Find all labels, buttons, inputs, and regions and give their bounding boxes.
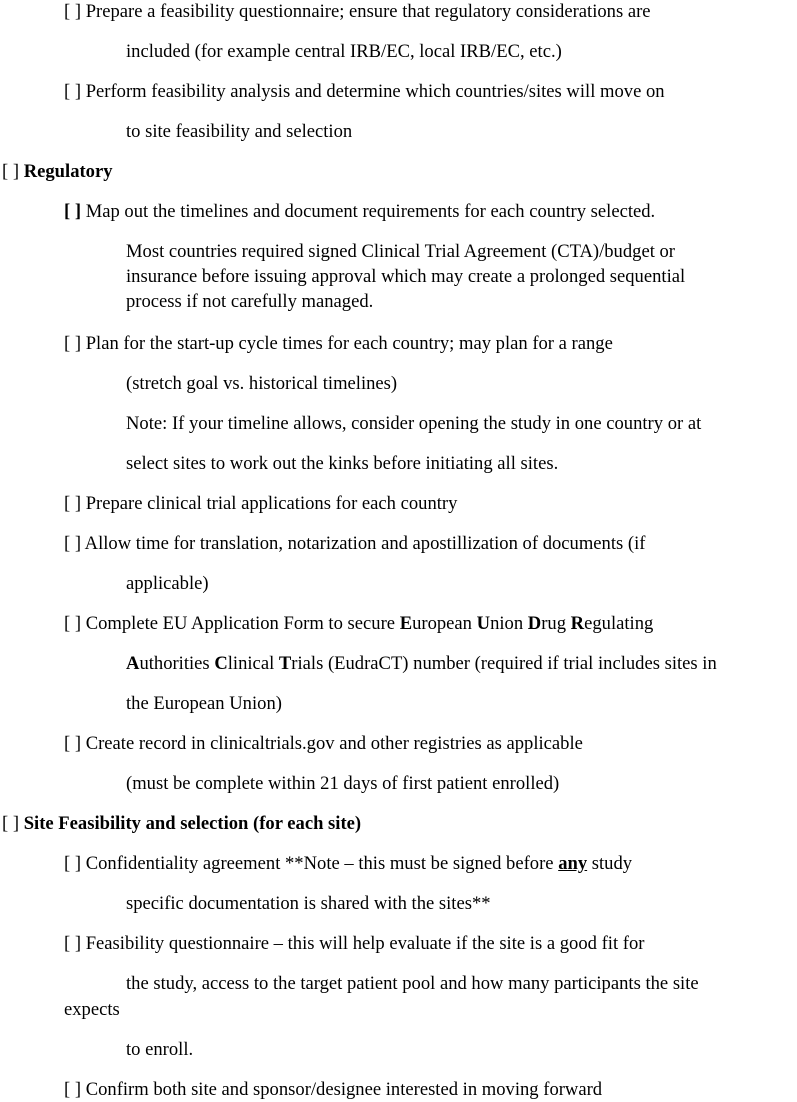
item-continuation: to site feasibility and selection [126,121,353,142]
item-text: Allow time for translation, notarization and apostillization of documents (if [84,533,646,554]
item-text: Prepare a feasibility questionnaire; ensure that regulatory considerations are [85,1,651,22]
checkbox[interactable]: [ ] [64,493,82,514]
item-note: select sites to work out the kinks before initiating all sites. [126,453,559,474]
item-text: Prepare clinical trial applications for each country [85,493,458,514]
checkbox[interactable]: [ ] [64,81,82,102]
item-note: insurance before issuing approval which may create a prolonged sequential [126,266,686,287]
checkbox[interactable]: [ ] [64,1,82,22]
checkbox[interactable]: [ ] [64,613,82,634]
checklist-item-questionnaire [64,1,651,23]
checkbox[interactable]: [ ] [64,853,82,874]
section-heading: Site Feasibility and selection (for each site) [23,813,362,834]
checkbox[interactable]: [ ] [2,813,20,834]
item-note: Most countries required signed Clinical Trial Agreement (CTA)/budget or [126,241,675,262]
checkbox[interactable]: [ ] [64,533,82,554]
item-continuation: (must be complete within 21 days of first patient enrolled) [126,773,560,794]
item-text: Confidentiality agreement **Note – this must be signed before any study [85,853,633,874]
section-heading: Regulatory [23,161,113,182]
item-text: Map out the timelines and document requirements for each country selected. [85,201,656,222]
section-regulatory [2,161,113,183]
item-continuation: included (for example central IRB/EC, local IRB/EC, etc.) [126,41,562,62]
item-text: Create record in clinicaltrials.gov and other registries as applicable [85,733,583,754]
checkbox[interactable]: [ ] [64,933,82,954]
checklist-item-plan-cycle-times [64,333,613,355]
checklist-item-map-timelines [64,201,655,223]
item-text: Perform feasibility analysis and determine which countries/sites will move on [85,81,665,102]
emphasis: any [558,853,588,874]
item-continuation: specific documentation is shared with the sites** [126,893,491,914]
checkbox[interactable]: [ ] [64,733,82,754]
item-text: Plan for the start-up cycle times for each country; may plan for a range [85,333,613,354]
checklist-item-registry [64,733,583,755]
item-continuation: (stretch goal vs. historical timelines) [126,373,398,394]
item-continuation: to enroll. [126,1039,194,1060]
checklist-item-translation [64,533,645,555]
checklist-item-prepare-applications [64,493,457,515]
checkbox[interactable]: [ ] [64,201,82,222]
item-continuation: the study, access to the target patient pool and how many participants the site [126,973,699,994]
item-note: Note: If your timeline allows, consider opening the study in one country or at [126,413,702,434]
item-continuation: the European Union) [126,693,282,714]
checklist-item-confidentiality [64,853,632,875]
item-continuation: applicable) [126,573,209,594]
item-continuation: Authorities Clinical Trials (EudraCT) number (required if trial includes sites in [126,653,717,674]
checkbox[interactable]: [ ] [64,1079,82,1100]
item-continuation: expects [64,999,120,1020]
checklist-item-feasibility-questionnaire [64,933,644,955]
checklist-item-eudract [64,613,653,635]
item-text: Complete EU Application Form to secure European Union Drug Regulating [85,613,654,634]
checkbox[interactable]: [ ] [64,333,82,354]
checkbox[interactable]: [ ] [2,161,20,182]
section-site-feasibility [2,813,361,835]
item-text: Feasibility questionnaire – this will help evaluate if the site is a good fit for [85,933,645,954]
checklist-item-feasibility-analysis [64,81,665,103]
item-text: Confirm both site and sponsor/designee interested in moving forward [85,1079,603,1100]
item-note: process if not carefully managed. [126,291,374,312]
checklist-item-confirm-interest [64,1079,602,1101]
